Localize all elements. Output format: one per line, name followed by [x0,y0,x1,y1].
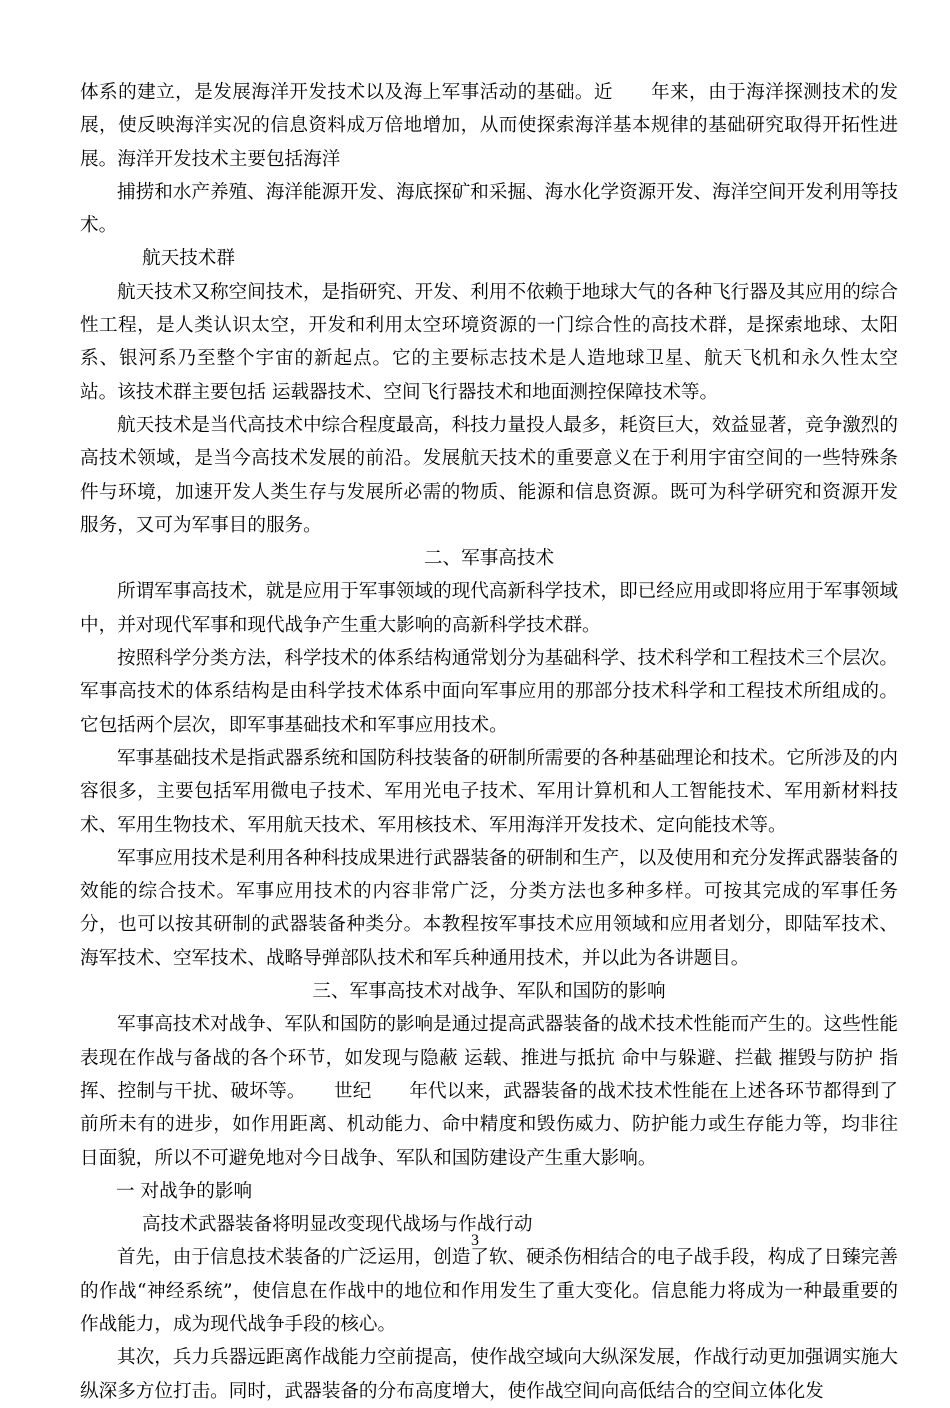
paragraph-second-long-range: 其次，兵力兵器远距离作战能力空前提高，使作战空域向大纵深发展，作战行动更加强调实施大纵深多方位打击。同时，武器装备的分布高度增大，使作战空间向高低结合的空间立体化发 [80,1347,898,1402]
paragraph-military-tech-definition: 所谓军事高技术，就是应用于军事领域的现代高新科学技术，即已经应用或即将应用于军事领域中，并对现代军事和现代战争产生重大影响的高新科学技术群。 [80,581,898,636]
section-heading-impact: 三、军事高技术对战争、军队和国防的影响 [312,981,666,1003]
section-heading-military-tech: 二、军事高技术 [423,548,555,570]
document-body [80,76,898,1408]
paragraph-ocean-development: 体系的建立，是发展海洋开发技术以及海上军事活动的基础。近 年来，由于海洋探测技术的发展，使反映海洋实况的信息资料成万倍地增加，从而使探索海洋基本规律的基础研究取得开拓性进展。海洋开发技术主要包括海洋 [80,82,898,170]
paragraph-space-significance: 航天技术是当代高技术中综合程度最高，科技力量投人最多，耗资巨大，效益显著，竞争激烈的高技术领域，是当今高技术发展的前沿。发展航天技术的重要意义在于利用宇宙空间的一些特殊条件与环境，加速开发人类生存与发展所必需的物质、能源和信息资源。既可为科学研究和资源开发服务，又可为军事目的服务。 [80,414,898,536]
paragraph-applied-tech: 军事应用技术是利用各种科技成果进行武器装备的研制和生产，以及使用和充分发挥武器装备的效能的综合技术。军事应用技术的内容非常广泛，分类方法也多种多样。可按其完成的军事任务分，也可以按其研制的武器装备种类分。本教程按军事技术应用领域和应用者划分，即陆军技术、海军技术、空军技术、战略导弹部队技术和军兵种通用技术，并以此为各讲题目。 [80,847,898,969]
paragraph-tech-structure: 按照科学分类方法，科学技术的体系结构通常划分为基础科学、技术科学和工程技术三个层次。军事高技术的体系结构是由科学技术体系中面向军事应用的那部分技术科学和工程技术所组成的。它包括两个层次，即军事基础技术和军事应用技术。 [80,648,898,736]
subheading-impact-on-war: 一 对战争的影响 [116,1180,253,1202]
paragraph-first-information: 首先，由于信息技术装备的广泛运用，创造了软、硬杀伤相结合的电子战手段，构成了日臻完善的作战“神经系统”，使信息在作战中的地位和作用发生了重大变化。信息能力将成为一种最重要的作战能力，成为现代战争手段的核心。 [80,1247,898,1335]
subheading-space-technology: 航天技术群 [142,248,235,270]
paragraph-impact-overview: 军事高技术对战争、军队和国防的影响是通过提高武器装备的战术技术性能而产生的。这些性能表现在作战与备战的各个环节，如发现与隐蔽 运载、推进与抵抗 命中与躲避、拦截 摧毁与防护 指挥、控制与干扰、破坏等。 世纪 年代以来，武器装备的战术技术性能在上述各环节都得到了前所未有的进步，如作用距离、机动能力、命中精度和毁伤威力、防护能力或生存能力等，均非往日面貌，所以不可避免地对今日战争、军队和国防建设产生重大影响。 [80,1014,898,1169]
paragraph-ocean-techniques: 捕捞和水产养殖、海洋能源开发、海底探矿和采掘、海水化学资源开发、海洋空间开发利用等技术。 [80,181,898,237]
page-number: 3 [471,1232,479,1249]
paragraph-basic-tech: 军事基础技术是指武器系统和国防科技装备的研制所需要的各种基础理论和技术。它所涉及的内容很多，主要包括军用微电子技术、军用光电子技术、军用计算机和人工智能技术、军用新材料技术、军用生物技术、军用航天技术、军用核技术、军用海洋开发技术、定向能技术等。 [80,747,898,836]
subheading-battlefield-change: 高技术武器装备将明显改变现代战场与作战行动 [142,1214,533,1236]
paragraph-space-definition: 航天技术又称空间技术，是指研究、开发、利用不依赖于地球大气的各种飞行器及其应用的综合性工程，是人类认识太空，开发和利用太空环境资源的一门综合性的高技术群，是探索地球、太阳系、银河系乃至整个宇宙的新起点。它的主要标志技术是人造地球卫星、航天飞机和永久性太空站。该技术群主要包括 运载器技术、空间飞行器技术和地面测控保障技术等。 [80,281,898,403]
